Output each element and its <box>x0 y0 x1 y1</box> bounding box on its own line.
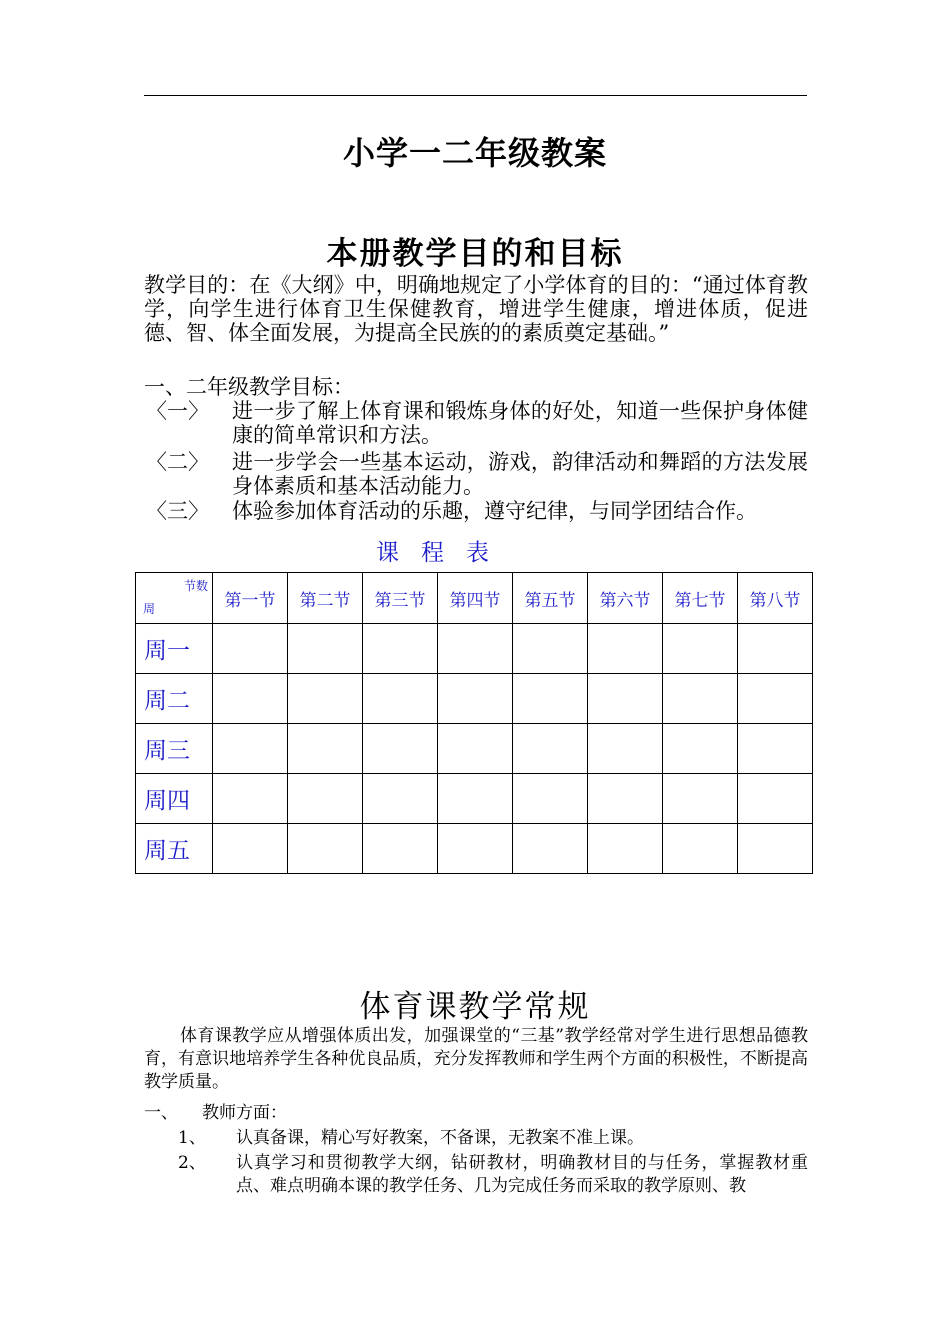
section2-title: 体育课教学常规 <box>359 989 591 1025</box>
schedule-cell <box>588 824 663 874</box>
schedule-cell <box>213 674 288 724</box>
schedule-cell <box>513 724 588 774</box>
goal-number: 〈三〉 <box>146 499 209 523</box>
weekday-label: 周二 <box>136 674 213 724</box>
schedule-row <box>136 624 813 674</box>
header-rule <box>144 95 807 96</box>
schedule-cell <box>513 624 588 674</box>
period-header: 第一节 <box>213 573 288 624</box>
document-title: 小学一二年级教案 <box>342 134 607 172</box>
corner-label-periods: 节数 <box>183 579 208 593</box>
schedule-cell <box>288 624 363 674</box>
weekday-label: 周五 <box>136 824 213 874</box>
period-header: 第三节 <box>363 573 438 624</box>
schedule-cell <box>438 624 513 674</box>
schedule-cell <box>588 774 663 824</box>
goal-item <box>144 450 808 498</box>
schedule-cell <box>438 824 513 874</box>
goal-text: 体验参加体育活动的乐趣，遵守纪律，与同学团结合作。 <box>232 499 757 523</box>
schedule-cell <box>738 624 813 674</box>
schedule-row <box>136 724 813 774</box>
weekday-label: 周四 <box>136 774 213 824</box>
schedule-cell <box>363 824 438 874</box>
period-header: 第六节 <box>588 573 663 624</box>
schedule-corner-cell <box>136 573 213 624</box>
schedule-cell <box>513 824 588 874</box>
list-item <box>144 1127 808 1151</box>
subsection-number: 一、 <box>144 1103 178 1123</box>
teaching-purpose-paragraph: 教学目的：在《大纲》中，明确地规定了小学体育的目的：“通过体育教学，向学生进行体育卫生保健教育，增进学生健康，增进体质，促进德、智、体全面发展，为提高全民族的的素质奠定基础。” <box>144 273 808 345</box>
schedule-cell <box>213 724 288 774</box>
list-item-number: 1、 <box>178 1128 206 1148</box>
schedule-cell <box>438 674 513 724</box>
goal-text: 进一步学会一些基本运动，游戏，韵律活动和舞蹈的方法发展身体素质和基本活动能力。 <box>232 450 808 498</box>
goal-number: 〈二〉 <box>146 450 209 474</box>
schedule-cell <box>588 624 663 674</box>
goals-heading: 一、二年级教学目标： <box>144 375 354 399</box>
routine-paragraph: 体育课教学应从增强体质出发，加强课堂的“三基”教学经常对学生进行思想品德教育，有意识地培养学生各种优良品质，充分发挥教师和学生两个方面的积极性，不断提高教学质量。 <box>144 1026 808 1092</box>
weekday-label: 周三 <box>136 724 213 774</box>
schedule-cell <box>738 674 813 724</box>
period-header: 第五节 <box>513 573 588 624</box>
schedule-cell <box>588 674 663 724</box>
subsection-heading <box>144 1102 808 1125</box>
schedule-table <box>135 572 813 874</box>
schedule-title-char: 课 <box>376 540 399 566</box>
schedule-cell <box>288 824 363 874</box>
schedule-cell <box>738 824 813 874</box>
schedule-cell <box>738 774 813 824</box>
schedule-cell <box>363 724 438 774</box>
corner-label-week: 周 <box>143 602 156 616</box>
schedule-header-row <box>136 573 813 624</box>
list-item-number: 2、 <box>178 1153 206 1173</box>
schedule-cell <box>288 724 363 774</box>
schedule-cell <box>663 724 738 774</box>
schedule-title-char: 表 <box>466 540 489 566</box>
schedule-cell <box>663 624 738 674</box>
schedule-row <box>136 674 813 724</box>
section1-title: 本册教学目的和目标 <box>326 236 624 272</box>
schedule-cell <box>288 674 363 724</box>
schedule-cell <box>363 774 438 824</box>
schedule-row <box>136 774 813 824</box>
schedule-cell <box>213 624 288 674</box>
schedule-cell <box>213 824 288 874</box>
schedule-cell <box>363 674 438 724</box>
subsection-title: 教师方面： <box>202 1103 287 1123</box>
weekday-label: 周一 <box>136 624 213 674</box>
schedule-cell <box>663 824 738 874</box>
schedule-cell <box>738 724 813 774</box>
schedule-title-char: 程 <box>421 540 444 566</box>
schedule-cell <box>663 674 738 724</box>
schedule-title <box>376 534 511 567</box>
goal-text: 进一步了解上体育课和锻炼身体的好处，知道一些保护身体健康的简单常识和方法。 <box>232 399 808 447</box>
schedule-cell <box>288 774 363 824</box>
goal-item <box>144 499 808 523</box>
schedule-cell <box>213 774 288 824</box>
schedule-cell <box>438 774 513 824</box>
list-item-text: 认真备课，精心写好教案，不备课，无教案不准上课。 <box>236 1128 644 1148</box>
goal-number: 〈一〉 <box>146 399 209 423</box>
period-header: 第四节 <box>438 573 513 624</box>
period-header: 第八节 <box>738 573 813 624</box>
list-item-text: 认真学习和贯彻教学大纲，钻研教材，明确教材目的与任务，掌握教材重点、难点明确本课的教学任务、几为完成任务而采取的教学原则、教 <box>236 1153 808 1196</box>
goal-item <box>144 399 808 447</box>
schedule-cell <box>663 774 738 824</box>
period-header: 第二节 <box>288 573 363 624</box>
list-item <box>144 1152 808 1200</box>
schedule-cell <box>513 774 588 824</box>
period-header: 第七节 <box>663 573 738 624</box>
schedule-cell <box>588 724 663 774</box>
schedule-cell <box>513 674 588 724</box>
schedule-cell <box>438 724 513 774</box>
schedule-cell <box>363 624 438 674</box>
schedule-row <box>136 824 813 874</box>
